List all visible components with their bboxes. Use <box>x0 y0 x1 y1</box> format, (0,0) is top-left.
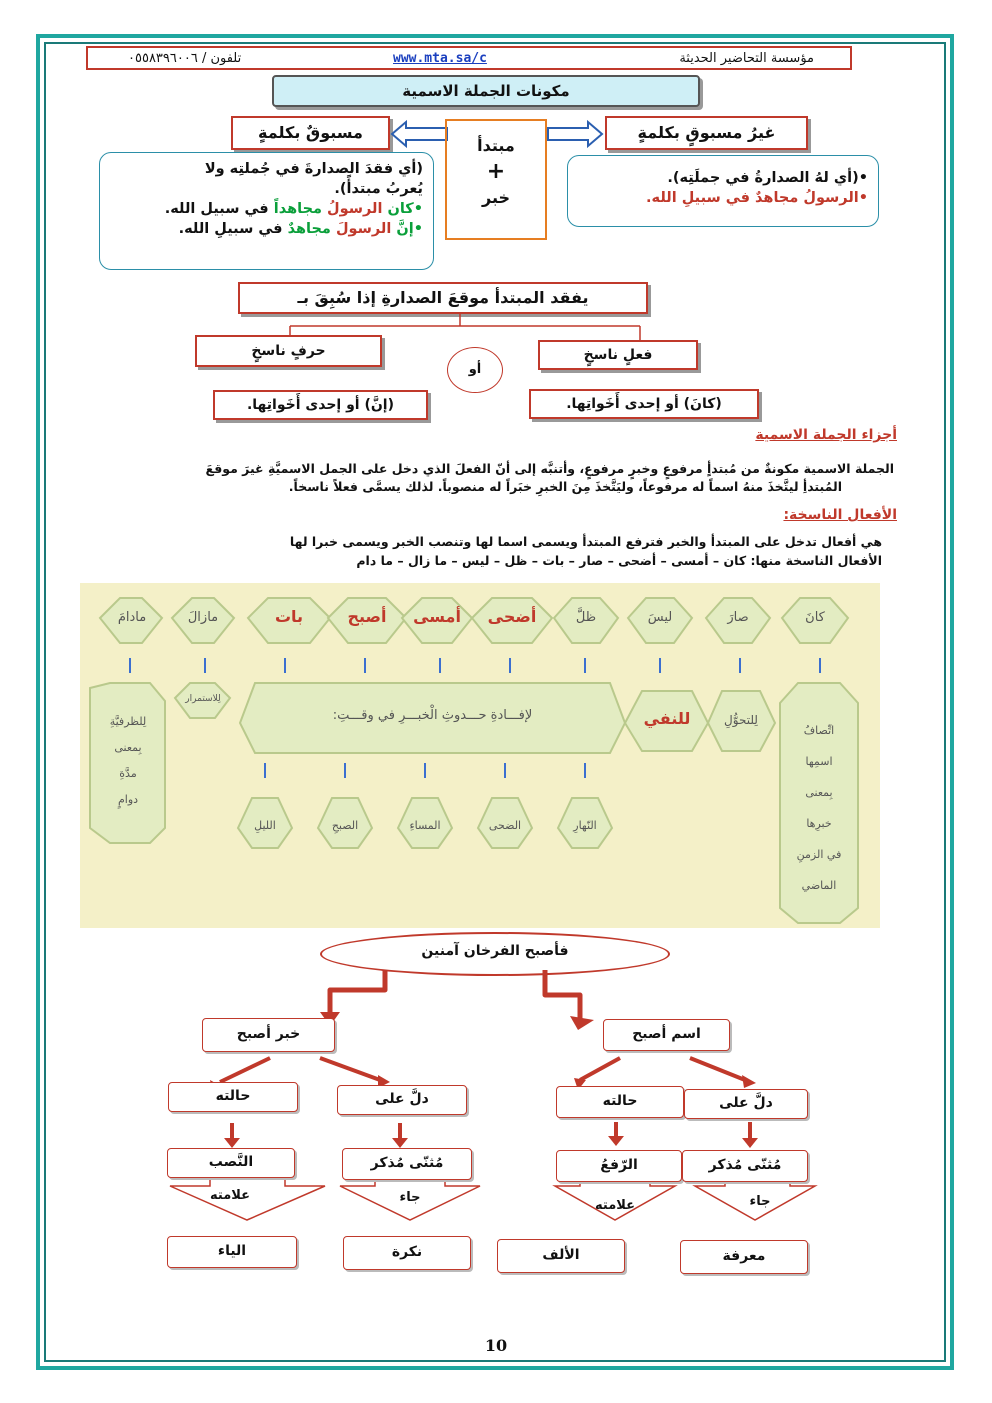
header-phone: تلفون / ٠٥٥٨٣٩٦٠٠٦ <box>128 51 242 66</box>
kana-meaning-5: في الزمنِ <box>796 848 842 861</box>
ism-muthanna: مُثنّى مُذكر <box>682 1150 808 1182</box>
kana-predicate: مجاهداً <box>273 201 328 217</box>
right-note <box>567 155 879 227</box>
kana-meaning <box>780 715 858 901</box>
time-event-meaning: لإفـــادةِ حـــدوثِ الْخبـــرِ في وقـــتِ: <box>332 708 533 723</box>
section1-line2: المُبتدأِ ليتَّخذَ منهُ اسماً له مرفوعاً، وليَتَّخذَ مِنَ الخبرِ خبَراً له منصوباً. لذلك يسمَّى فعلاً ناسخاً. <box>288 479 842 494</box>
tree-ism: اسم أصبح <box>603 1019 730 1051</box>
verb-mazala: مازالَ <box>187 610 219 625</box>
ism-jaa: جاء <box>749 1194 771 1209</box>
verb-bata: بات <box>274 607 304 626</box>
ism-raf: الرّفعُ <box>556 1150 682 1182</box>
madama-meaning-4: دوامٍ <box>117 793 139 806</box>
khabar-muthanna: مُثنّى مُذكر <box>342 1148 472 1180</box>
arrow-to-khabar <box>330 970 385 1015</box>
madama-meaning-2: بِمعنى <box>114 741 142 754</box>
arrow-left-icon <box>392 122 447 146</box>
section-heading-verbs: الأفعال الناسخة: <box>783 507 897 523</box>
mazala-meaning: لِلاستمرار <box>185 694 221 704</box>
inna-predicate: مجاهدٌ <box>287 221 336 237</box>
time-evening: المساءِ <box>409 819 441 832</box>
kana-text: •كان <box>382 201 423 217</box>
sara-meaning: لِلتحوُّلِ <box>724 713 758 727</box>
left-note-line1: (أي فقدَ الصدارةَ في جُملتِه ولا <box>204 161 423 177</box>
particle-abrogator-box: حرفٍ ناسخٍ <box>195 335 382 367</box>
arrow-to-ism <box>545 970 580 1020</box>
ism-alif: الألف <box>497 1239 625 1273</box>
khabar-nasb: النَّصب <box>167 1148 295 1178</box>
khabar-halatuh: حالته <box>168 1082 298 1112</box>
ism-halatuh: حالته <box>556 1086 684 1118</box>
verb-madama: مادامَ <box>117 610 147 625</box>
khabar-alamatuh: علامته <box>210 1188 250 1203</box>
tree-root: فأصبح الفرخان آمنين <box>320 932 670 976</box>
left-note <box>99 152 434 270</box>
madama-meaning-3: مدَّةِ <box>119 767 137 780</box>
page-number: 10 <box>484 1336 508 1355</box>
ism-marifa: معرفة <box>680 1240 808 1274</box>
khabar-jaa: جاء <box>399 1190 421 1205</box>
time-night: الليلِ <box>254 819 276 832</box>
inna-sisters-box: (إنَّ) أو إحدى أَخَواتِها. <box>213 390 428 420</box>
verb-sara: صارَ <box>727 610 749 625</box>
khabar-nakira: نكرة <box>343 1236 471 1270</box>
kana-meaning-3: بِمعنى <box>805 786 833 799</box>
kana-meaning-2: اسمِها <box>805 755 833 768</box>
page-header <box>86 46 852 70</box>
abrogating-verbs-diagram <box>80 583 880 928</box>
verb-kana: كانَ <box>805 610 825 625</box>
left-note-line4 <box>110 219 423 239</box>
section-heading-parts: أجزاء الجملة الاسمية <box>755 427 897 443</box>
center-predicate: خبر <box>481 188 510 207</box>
right-note-line2: •الرسولُ مجاهدٌ في سبيلِ الله. <box>646 190 868 206</box>
loses-precedence-box: يفقد المبتدأ موقعَ الصدارةِ إذا سُبِقَ بـ <box>238 282 648 314</box>
arrow-right-icon <box>548 122 602 146</box>
madama-meaning <box>92 709 164 813</box>
page-title: مكونات الجملة الاسمية <box>272 75 700 107</box>
not-preceded-box: غيرُ مسبوقٍ بكلمةٍ <box>605 116 808 150</box>
verb-abrogator-box: فعلٍ ناسخٍ <box>538 340 698 370</box>
section2-line2: الأفعال الناسخة منها: كان – أمسى – أضحى – صار – بات – ظل – ليس – ما زال – ما دام <box>356 553 882 568</box>
kana-subject: الرسولُ <box>327 201 383 217</box>
section2-line1: هي أفعال تدخل على المبتدأ والخبر فترفع المبتدأ ويسمى اسما لها وتنصب الخبر ويسمى خبرا لها <box>289 534 882 549</box>
center-subject: مبتدأ <box>477 136 515 155</box>
or-circle: أو <box>447 347 503 393</box>
kana-meaning-4: خبرِها <box>806 817 832 830</box>
time-forenoon: الضحى <box>488 819 522 832</box>
inna-rest: في سبيلِ الله. <box>178 221 288 237</box>
kana-sisters-box: (كانَ) أو إحدى أَخَواتِها. <box>529 389 759 419</box>
madama-meaning-1: لِلظرفيَّةِ <box>109 715 147 728</box>
ism-dal-ala: دلَّ على <box>684 1089 808 1119</box>
tree-khabar: خبر أصبح <box>202 1018 335 1052</box>
verb-asbaha: أصبح <box>347 607 387 626</box>
laysa-meaning: للنفي <box>643 709 691 728</box>
khabar-yaa: الياء <box>167 1236 297 1268</box>
verb-adha: أضحى <box>487 607 537 626</box>
kana-meaning-6: الماضي <box>801 879 837 892</box>
inna-text: •إنَّ <box>391 221 423 237</box>
left-note-line2: يُعربُ مبتدأً). <box>334 181 423 197</box>
left-note-line3 <box>110 199 423 219</box>
subject-predicate-box <box>445 119 547 240</box>
verb-amsa: أمسى <box>413 607 461 626</box>
khabar-dal-ala: دلَّ على <box>337 1085 467 1115</box>
header-institution: مؤسسة التحاضير الحديثة <box>679 51 814 66</box>
verb-zalla: ظلَّ <box>575 610 597 625</box>
section1-line1: الجملة الاسمية مكونةٌ من مُبتدأٍ مرفوعٍ وخبرٍ مرفوعٍ، وأتنبَّه إلى أنّ الفعلَ الذي دخل على الجمل الاسميَّةِ غيرَ موقعَ <box>205 461 894 476</box>
kana-rest: في سبيل الله. <box>164 201 274 217</box>
preceded-box: مسبوقٌ بكلمةٍ <box>231 116 390 150</box>
time-day: النّهارِ <box>573 819 597 832</box>
kana-meaning-1: اتِّصافُ <box>803 724 835 737</box>
time-morning: الصبحِ <box>331 819 359 832</box>
ism-alamatuh: علامته <box>595 1198 635 1213</box>
diagram-shapes <box>80 583 880 928</box>
right-note-line1: •(أي لهُ الصدارةُ في جملَتِه). <box>667 170 868 186</box>
verb-laysa: ليسَ <box>647 610 673 625</box>
inna-subject: الرسولَ <box>335 221 392 237</box>
header-url[interactable]: www.mta.sa/c <box>393 51 487 66</box>
center-plus: + <box>486 159 506 184</box>
